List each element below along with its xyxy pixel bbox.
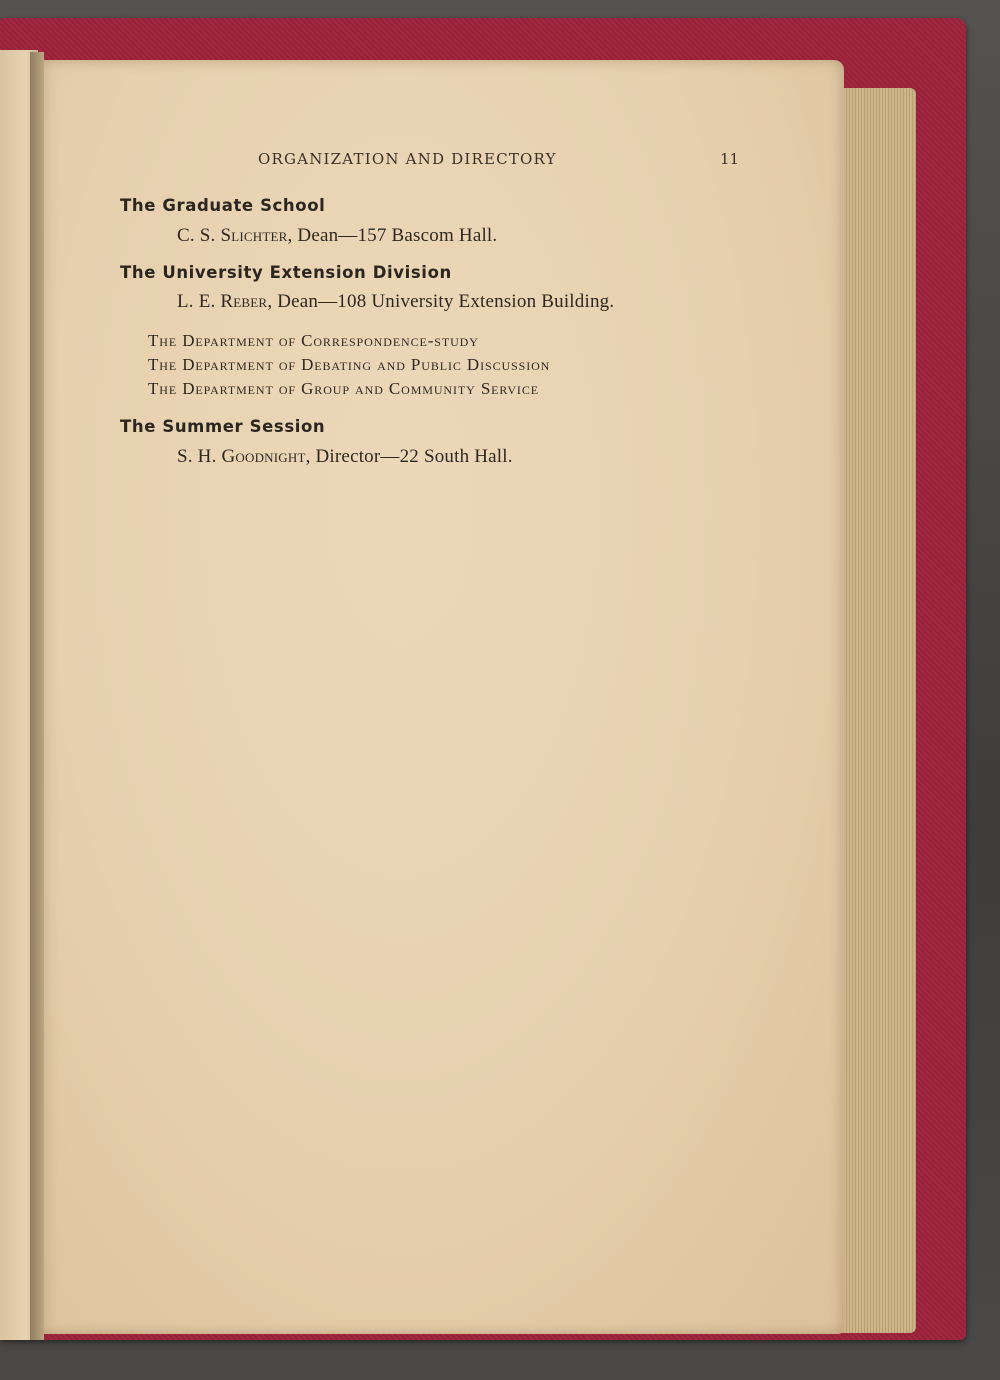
section-heading-extension-division: The University Extension Division [120, 263, 452, 282]
section-heading-graduate-school: The Graduate School [120, 196, 326, 215]
department-group-community: The Department of Group and Community Service [148, 379, 539, 398]
page-number: 11 [720, 150, 740, 168]
entry-summer-session [177, 446, 513, 468]
running-head-title: ORGANIZATION AND DIRECTORY [258, 150, 557, 168]
entry-detail: , Dean—108 University Extension Building. [267, 291, 615, 312]
page-block-edges [832, 88, 916, 1333]
entry-graduate-school [177, 225, 497, 247]
entry-detail: , Director—22 South Hall. [305, 446, 513, 467]
entry-name: C. S. Slichter [177, 225, 288, 246]
entry-name: L. E. Reber [177, 291, 268, 312]
entry-detail: , Dean—157 Bascom Hall. [287, 225, 498, 246]
department-debating: The Department of Debating and Public Discussion [148, 355, 551, 374]
book-page [38, 60, 844, 1334]
entry-extension-division [177, 291, 614, 313]
entry-name: S. H. Goodnight [177, 446, 306, 467]
section-heading-summer-session: The Summer Session [120, 417, 326, 436]
book-gutter [30, 52, 44, 1340]
department-correspondence-study: The Department of Correspondence-study [148, 331, 479, 350]
